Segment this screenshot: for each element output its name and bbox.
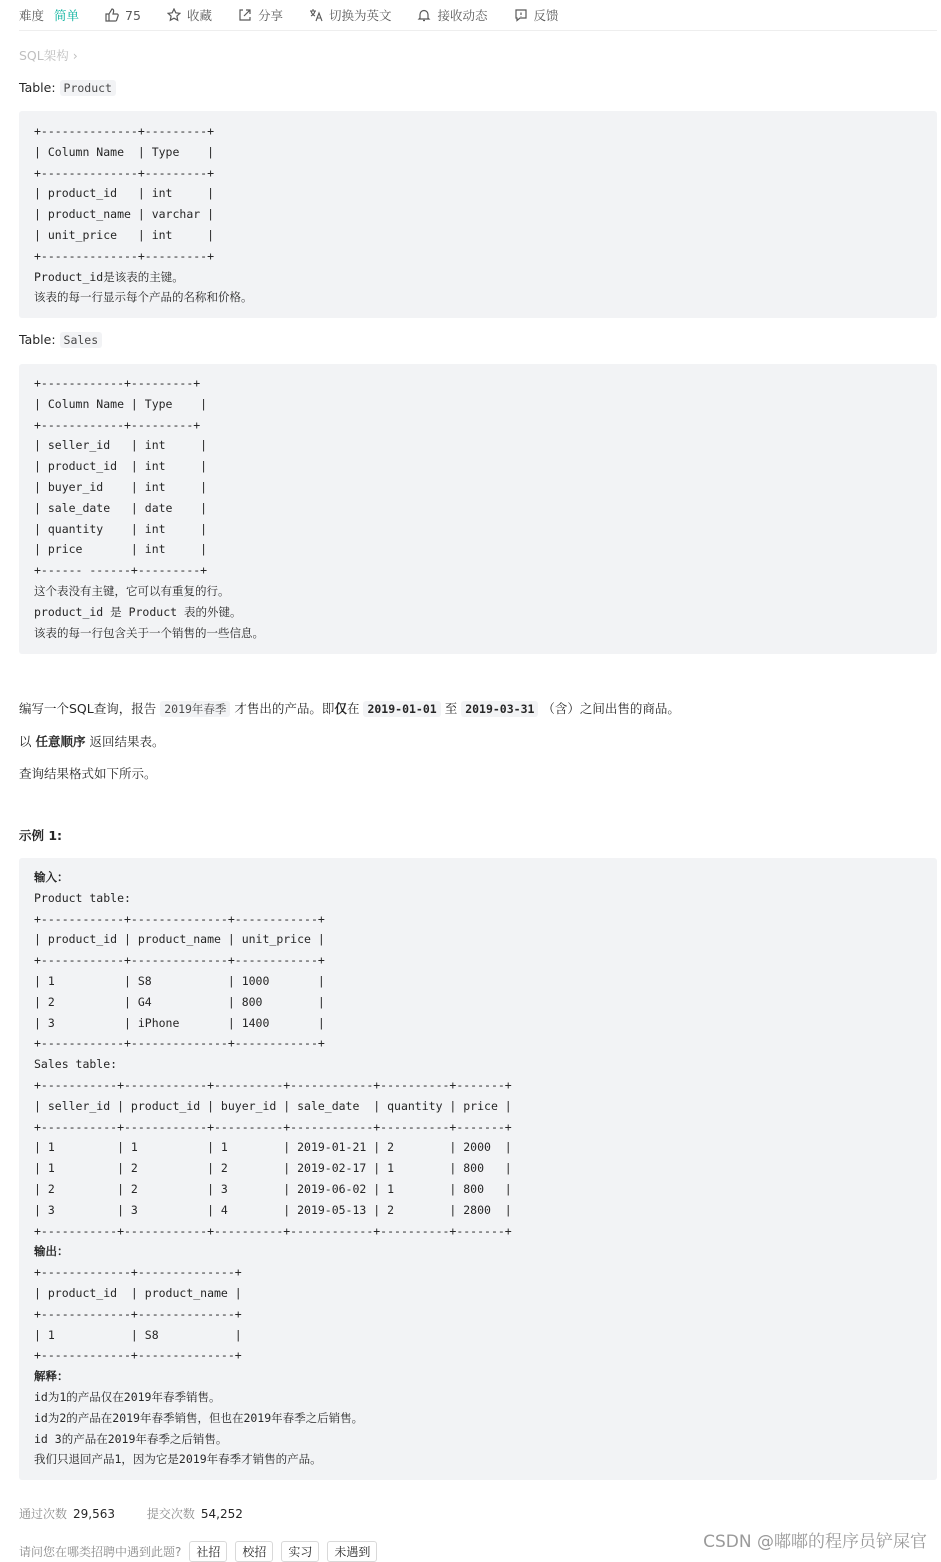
difficulty-label: 难度 xyxy=(19,8,45,23)
favorite-label: 收藏 xyxy=(186,8,212,23)
favorite-button[interactable] xyxy=(167,6,212,24)
feedback-icon xyxy=(514,8,528,22)
submissions-label: 提交次数 xyxy=(146,1507,195,1521)
problem-toolbar xyxy=(19,0,937,31)
product-table-name: Product xyxy=(60,80,116,96)
survey-option-intern[interactable]: 实习 xyxy=(281,1541,319,1562)
watermark: CSDN @嘟嘟的程序员铲屎官 xyxy=(703,1532,927,1552)
description-paragraph-1: 编写一个SQL查询，报告 2019年春季 才售出的产品。即仅在 2019-01-01 至 2019-03-31 （含）之间出售的商品。 xyxy=(19,701,680,716)
example-explain-body: id为1的产品仅在2019年春季销售。 id为2的产品在2019年春季销售，但也在2019年春季之后销售。 id 3的产品在2019年春季之后销售。 我们只退回产品1，因为它是2019年春季才销售的产品。 xyxy=(34,1389,364,1467)
example-output-label: 输出： xyxy=(34,1244,69,1259)
product-schema-block xyxy=(19,111,937,318)
sales-schema-block xyxy=(19,364,937,654)
difficulty xyxy=(19,6,79,24)
accepted-value: 29,563 xyxy=(73,1507,116,1521)
survey-question: 请问您在哪类招聘中遇到此题? xyxy=(19,1545,182,1559)
submissions-value: 54,252 xyxy=(200,1507,243,1521)
sales-table-name: Sales xyxy=(60,332,103,348)
accepted-label: 通过次数 xyxy=(19,1507,68,1521)
sales-schema-text: +------------+---------+ | Column Name | Type | +------------+---------+ | seller_id | int | | product_id | int | | buyer_id | int | | sale_date | date | | quantity | int | | price | int | +------ ------+---------+ 这个表没有主键，它可以有重复的行。 product_id 是 Product 表的外键。 该表的每一行包含关于一个销售的一些信息。 xyxy=(34,376,264,640)
product-table-label: Table: Product xyxy=(19,80,116,95)
breadcrumb[interactable]: SQL架构 › xyxy=(19,48,78,63)
example-input-body: Product table: +------------+--------------+------------+ | product_id | product_name | unit_price | +------------+--------------+------------+ | 1 | S8 | 1000 | | 2 | G4 | 800 | | 3 | iPhone | 1400 | +------------+--------------+------------+ Sales table: +-----------+------------+----------+------------+----------+-------+ | seller_id | product_id | buyer_id | sale_date | quantity | price | +-----------+------------+----------+------------+----------+-------+ | 1 | 1 | 1 | 2019-01-21 | 2 | 2000 | | 1 | 2 | 2 | 2019-02-17 | 1 | 800 | | 2 | 2 | 3 | 2019-06-02 | 1 | 800 | | 3 | 3 | 4 | 2019-05-13 | 2 | 2800 | +-----------+------------+----------+------------+----------+-------+ xyxy=(34,890,512,1238)
survey-option-never[interactable]: 未遇到 xyxy=(327,1541,377,1562)
thumbs-up-icon xyxy=(105,8,119,22)
like-button[interactable] xyxy=(105,8,141,23)
example-title: 示例 1: xyxy=(19,828,63,843)
submission-stats xyxy=(19,1505,271,1522)
translate-icon xyxy=(309,8,323,22)
example-explain-label: 解释： xyxy=(34,1369,69,1384)
survey-option-social[interactable]: 社招 xyxy=(189,1541,227,1562)
star-icon xyxy=(167,8,181,22)
example-output-body: +-------------+--------------+ | product_id | product_name | +-------------+--------------+ | 1 | S8 | +-------------+--------------+ xyxy=(34,1265,242,1363)
example-block xyxy=(19,858,937,1480)
example-input-label: 输入： xyxy=(34,870,69,884)
sales-table-label: Table: Sales xyxy=(19,332,102,347)
product-schema-text: +--------------+---------+ | Column Name | Type | +--------------+---------+ | product_id | int | | product_name | varchar | | unit_price | int | +--------------+---------+ Product_id是该表的主键。 该表的每一行显示每个产品的名称和价格。 xyxy=(34,124,253,305)
bell-icon xyxy=(417,8,431,22)
survey-option-campus[interactable]: 校招 xyxy=(235,1541,273,1562)
share-button[interactable] xyxy=(238,6,283,24)
difficulty-value: 简单 xyxy=(54,8,80,23)
switch-language-label: 切换为英文 xyxy=(328,8,392,23)
feedback-label: 反馈 xyxy=(533,8,559,23)
description-paragraph-3: 查询结果格式如下所示。 xyxy=(19,766,157,781)
notify-button[interactable] xyxy=(417,6,487,24)
like-count: 75 xyxy=(125,7,141,23)
notify-label: 接收动态 xyxy=(437,8,488,23)
share-label: 分享 xyxy=(257,8,283,23)
share-icon xyxy=(238,8,252,22)
interview-survey xyxy=(19,1541,377,1562)
description-paragraph-2: 以 任意顺序 返回结果表。 xyxy=(19,734,165,749)
switch-language-button[interactable] xyxy=(309,6,392,24)
feedback-button[interactable] xyxy=(514,6,559,24)
